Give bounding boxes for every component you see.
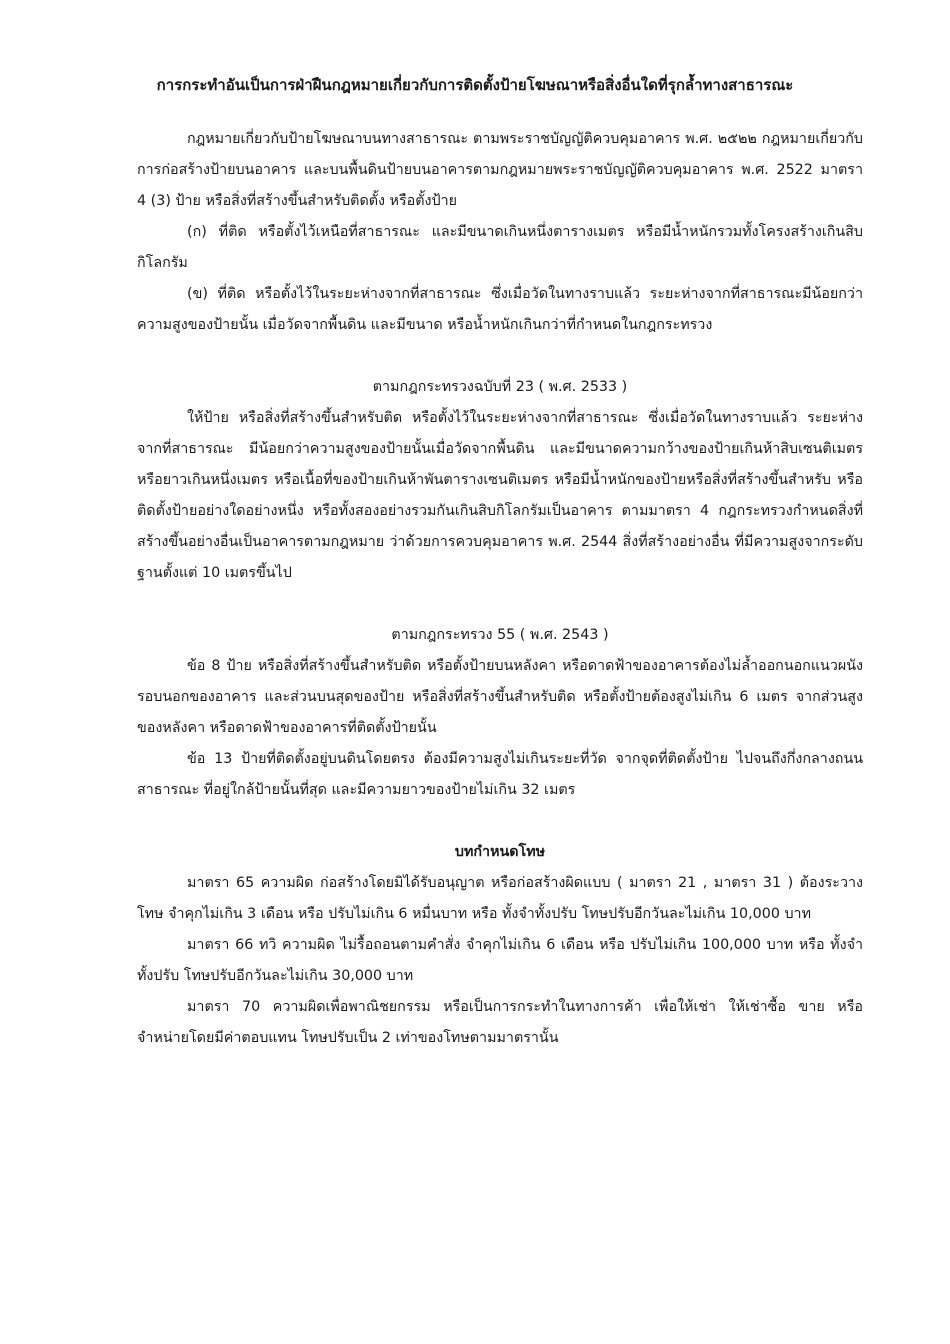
penalty-70-paragraph: มาตรา 70 ความผิดเพื่อพาณิชยกรรม หรือเป็นการกระทำในทางการค้า เพื่อให้เช่า ให้เช่าซื้อ ขาย หรือ จำหน่ายโดยมีค่าตอบแทน โทษปรับเป็น 2 เท่าของโทษตามมาตรานั้น [137,999,863,1046]
penalty-heading: บทกำหนดโทษ [454,844,546,860]
spacer [137,341,863,372]
section2-heading: ตามกฎกระทรวง 55 ( พ.ศ. 2543 ) [391,627,609,643]
section1-paragraph: ให้ป้าย หรือสิ่งที่สร้างขึ้นสำหรับติด หรือตั้งไว้ในระยะห่างจากที่สาธารณะ ซึ่งเมื่อวัดในทางราบแล้ว ระยะห่างจากที่สาธารณะ มีน้อยกว่าความสูงของป้ายนั้นเมื่อวัดจากพื้นดิน และมีขนาดความกว้างของป้ายเกินห้าสิบเซนติเมตร หรือยาวเกินหนึ่งเมตร หรือเนื้อที่ของป้ายเกินห้าพันตารางเซนติเมตร หรือมีน้ำหนักของป้ายหรือสิ่งที่สร้างขึ้นสำหรับ หรือติดตั้งป้ายอย่างใดอย่างหนึ่ง หรือทั้งสองอย่างรวมกันเกินสิบกิโลกรัมเป็นอาคาร ตามมาตรา 4 กฎกระทรวงกำหนดสิ่งที่สร้างขึ้นอย่างอื่นเป็นอาคารตามกฎหมาย ว่าด้วยการควบคุมอาคาร พ.ศ. 2544 สิ่งที่สร้างอย่างอื่น ที่มีความสูงจากระดับฐานตั้งแต่ 10 เมตรขึ้นไป [137,410,863,581]
item-a-paragraph: (ก) ที่ติด หรือตั้งไว้เหนือที่สาธารณะ และมีขนาดเกินหนึ่งตารางเมตร หรือมีน้ำหนักรวมทั้งโครงสร้างเกินสิบกิโลกรัม [137,224,863,271]
section2-item13-paragraph: ข้อ 13 ป้ายที่ติดตั้งอยู่บนดินโดยตรง ต้องมีความสูงไม่เกินระยะที่วัด จากจุดที่ติดตั้งป้าย ไปจนถึงกึ่งกลางถนนสาธารณะ ที่อยู่ใกล้ป้ายนั้นที่สุด และมีความยาวของป้ายไม่เกิน 32 เมตร [137,751,863,798]
spacer [137,806,863,837]
intro-paragraph: กฎหมายเกี่ยวกับป้ายโฆษณาบนทางสาธารณะ ตามพระราชบัญญัติควบคุมอาคาร พ.ศ. ๒๕๒๒ กฎหมายเกี่ยวกับการก่อสร้างป้ายบนอาคาร และบนพื้นดินป้ายบนอาคารตามกฎหมายพระราชบัญญัติควบคุมอาคาร พ.ศ. 2522 มาตรา 4 (3) ป้าย หรือสิ่งที่สร้างขึ้นสำหรับติดตั้ง หรือตั้งป้าย [137,131,863,209]
penalty-66-paragraph: มาตรา 66 ทวิ ความผิด ไม่รื้อถอนตามคำสั่ง จำคุกไม่เกิน 6 เดือน หรือ ปรับไม่เกิน 100,000 บาท หรือ ทั้งจำทั้งปรับ โทษปรับอีกวันละไม่เกิน 30,000 บาท [137,937,863,984]
spacer [137,589,863,620]
document-title: การกระทำอันเป็นการฝ่าฝืนกฎหมายเกี่ยวกับการติดตั้งป้ายโฆษณาหรือสิ่งอื่นใดที่รุกล้ำทางสาธารณะ [156,76,794,94]
document-body [137,124,863,1054]
section1-heading: ตามกฎกระทรวงฉบับที่ 23 ( พ.ศ. 2533 ) [372,379,628,395]
penalty-65-paragraph: มาตรา 65 ความผิด ก่อสร้างโดยมิได้รับอนุญาต หรือก่อสร้างผิดแบบ ( มาตรา 21 , มาตรา 31 ) ต้องระวางโทษ จำคุกไม่เกิน 3 เดือน หรือ ปรับไม่เกิน 6 หมื่นบาท หรือ ทั้งจำทั้งปรับ โทษปรับอีกวันละไม่เกิน 10,000 บาท [137,875,863,922]
item-b-paragraph: (ข) ที่ติด หรือตั้งไว้ในระยะห่างจากที่สาธารณะ ซึ่งเมื่อวัดในทางราบแล้ว ระยะห่างจากที่สาธารณะมีน้อยกว่าความสูงของป้ายนั้น เมื่อวัดจากพื้นดิน และมีขนาด หรือน้ำหนักเกินกว่าที่กำหนดในกฎกระทรวง [137,286,863,333]
section2-item8-paragraph: ข้อ 8 ป้าย หรือสิ่งที่สร้างขึ้นสำหรับติด หรือตั้งป้ายบนหลังคา หรือดาดฟ้าของอาคารต้องไม่ล้ำออกนอกแนวผนังรอบนอกของอาคาร และส่วนบนสุดของป้าย หรือสิ่งที่สร้างขึ้นสำหรับติด หรือตั้งป้ายต้องสูงไม่เกิน 6 เมตร จากส่วนสูงของหลังคา หรือดาดฟ้าของอาคารที่ติดตั้งป้ายนั้น [137,658,863,736]
